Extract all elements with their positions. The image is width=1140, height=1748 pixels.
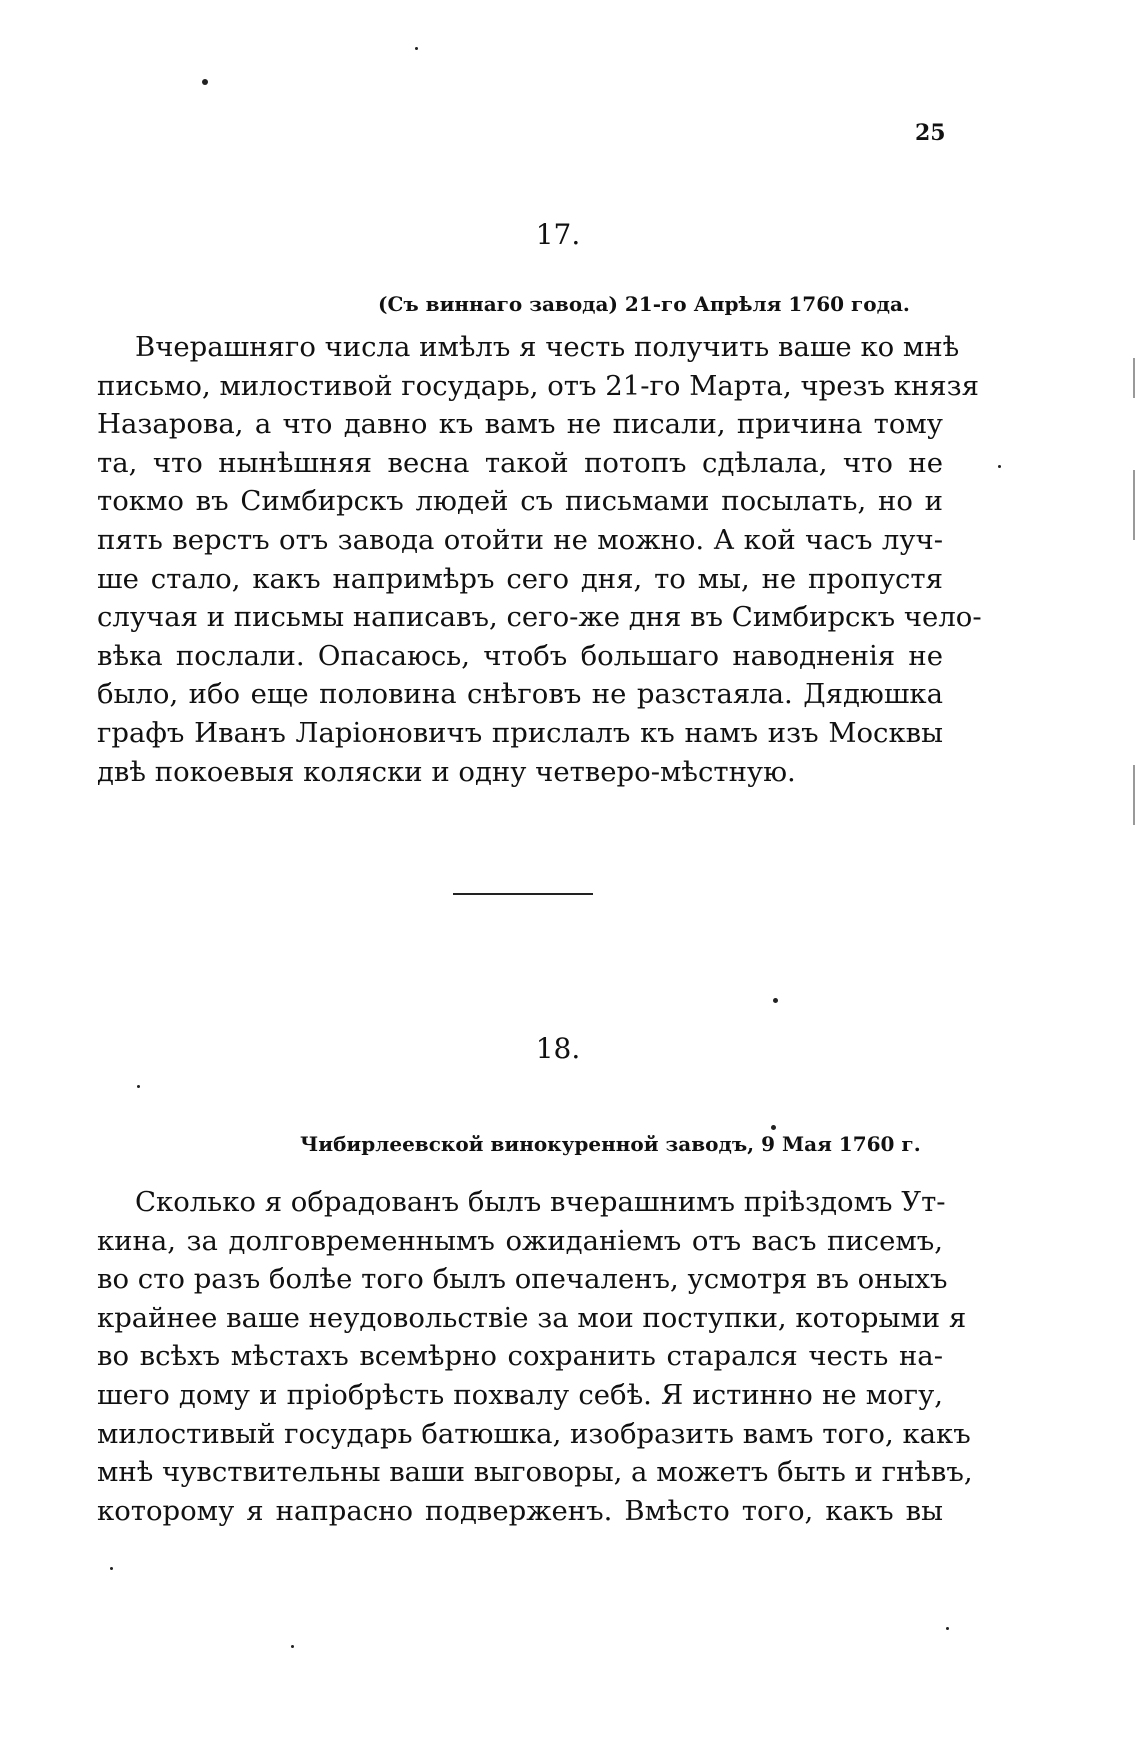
page-number: 25 (915, 120, 946, 146)
text-line: ше стало, какъ напримѣръ сего дня, то мы, не пропустя (97, 562, 943, 595)
text-line: Вчерашняго числа имѣлъ я честь получить ваше ко мнѣ (135, 331, 960, 363)
text-line: милостивый государь батюшка, изобразить вамъ того, какъ (97, 1417, 971, 1450)
text-line: пять верстъ отъ завода отойти не можно. А кой часъ луч- (97, 523, 943, 556)
text-line: Сколько я обрадованъ былъ вчерашнимъ пріѣздомъ Ут- (135, 1186, 946, 1218)
scan-speck (137, 1085, 140, 1088)
text-line: письмо, милостивой государь, отъ 21-го Марта, чрезъ князя (97, 369, 979, 402)
letter-dateline: (Съ виннаго завода) 21-го Апрѣля 1760 года. (378, 292, 910, 316)
scan-speck (291, 1645, 294, 1648)
text-line: двѣ покоевыя коляски и одну четверо-мѣстную. (97, 755, 796, 788)
text-line: крайнее ваше неудовольствіе за мои поступки, которыми я (97, 1301, 967, 1334)
letter-number: 18. (535, 1032, 581, 1065)
section-divider (453, 893, 593, 895)
scan-speck (110, 1567, 113, 1570)
text-line: Назарова, а что давно къ вамъ не писали, причина тому (97, 408, 943, 441)
letter-body (97, 328, 982, 791)
letter-number: 17. (535, 218, 581, 251)
text-line: мнѣ чувствительны ваши выговоры, а можетъ быть и гнѣвъ, (97, 1456, 973, 1489)
text-line: случая и письмы написавъ, сего-же дня въ Симбирскъ чело- (97, 601, 982, 634)
text-line: которому я напрасно подверженъ. Вмѣсто того, какъ вы (97, 1494, 943, 1527)
text-line: та, что нынѣшняя весна такой потопъ сдѣлала, что не (97, 446, 943, 479)
text-line: кина, за долговременнымъ ожиданіемъ отъ васъ писемъ, (97, 1224, 943, 1257)
letter-dateline: Чибирлеевской винокуренной заводъ, 9 Мая 1760 г. (300, 1132, 921, 1156)
text-line: во сто разъ болѣе того былъ опечаленъ, усмотря въ оныхъ (97, 1263, 948, 1296)
scan-edge-mark (1133, 358, 1135, 398)
scan-edge-mark (1133, 470, 1135, 540)
letter-body (97, 1183, 973, 1530)
scan-edge-mark (1133, 765, 1135, 825)
scan-speck (773, 998, 778, 1003)
scan-speck (202, 79, 208, 85)
text-line: было, ибо еще половина снѣговъ не разстаяла. Дядюшка (97, 678, 943, 711)
scan-speck (415, 47, 418, 50)
scan-speck (946, 1627, 949, 1630)
text-line: шего дому и пріобрѣсть похвалу себѣ. Я истинно не могу, (97, 1378, 943, 1411)
text-line: во всѣхъ мѣстахъ всемѣрно сохранить старался честь на- (97, 1340, 943, 1373)
text-line: вѣка послали. Опасаюсь, чтобъ большаго наводненія не (97, 639, 943, 672)
text-line: токмо въ Симбирскъ людей съ письмами посылать, но и (97, 485, 943, 518)
text-line: графъ Иванъ Ларіоновичъ прислалъ къ намъ изъ Москвы (97, 716, 943, 749)
scan-speck (771, 1125, 776, 1130)
scan-speck (998, 465, 1001, 468)
